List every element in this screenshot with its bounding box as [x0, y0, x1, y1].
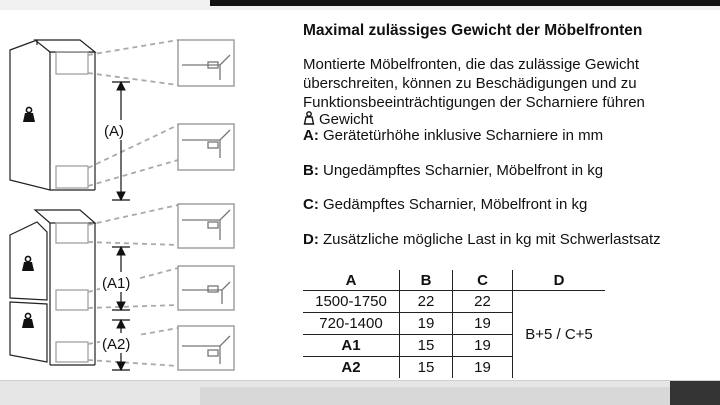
- hinge-diagram: [0, 10, 300, 380]
- dim-label-a: (A): [104, 123, 124, 140]
- hinge-box-top: [56, 52, 88, 74]
- table-cell-b: 22: [400, 291, 453, 313]
- bottom-edge-dark: [670, 381, 720, 405]
- top-edge-bar: [0, 0, 720, 10]
- hinge-detail-panels: [178, 40, 234, 370]
- legend-a: [303, 127, 603, 144]
- legend-d-key: D:: [303, 231, 319, 248]
- table-cell-b: 19: [400, 313, 453, 335]
- legend-d-text: Zusätzliche mögliche Last in kg mit Schwerlastsatz: [318, 231, 661, 248]
- legend-b-text: Ungedämpftes Scharnier, Möbelfront in kg: [318, 162, 604, 179]
- legend-a-text: Gerätetürhöhe inklusive Scharniere in mm: [318, 127, 604, 144]
- legend-weight-text: Gewicht: [319, 111, 374, 128]
- table-row: [303, 291, 605, 313]
- legend-weight: [303, 111, 373, 128]
- table-cell-c: 19: [453, 313, 513, 335]
- intro-paragraph: Montierte Möbelfronten, die das zulässige Gewicht überschreiten, können zu Beschädigungen und zu Funktionsbeeinträchtigungen der Scharniere führen: [303, 56, 645, 111]
- weight-table: [303, 270, 605, 378]
- table-cell-d: B+5 / C+5: [513, 291, 606, 379]
- legend-b-key: B:: [303, 162, 319, 179]
- section-title: Maximal zulässiges Gewicht der Möbelfronten: [303, 22, 643, 39]
- table-header-d: D: [513, 270, 606, 291]
- weight-icon: [303, 111, 315, 125]
- table-header-c: C: [453, 270, 513, 291]
- table-cell-c: 19: [453, 335, 513, 357]
- legend-a-key: A:: [303, 127, 319, 144]
- legend-b: [303, 162, 603, 179]
- table-cell-c: 22: [453, 291, 513, 313]
- table-cell-a: A1: [303, 335, 400, 357]
- single-door-appliance: [10, 40, 95, 190]
- legend-d: [303, 231, 661, 248]
- table-cell-b: 15: [400, 335, 453, 357]
- table-cell-a: 1500-1750: [315, 293, 387, 310]
- hinge-box-a1-bottom: [56, 290, 88, 310]
- dim-label-a2: (A2): [102, 336, 131, 353]
- legend-c: [303, 196, 587, 213]
- table-cell-a: 720-1400: [303, 313, 400, 335]
- table-cell-a: A2: [303, 357, 400, 379]
- dim-label-a1: (A1): [102, 275, 131, 292]
- bottom-edge-bar: [0, 380, 720, 405]
- table-header-a: A: [303, 270, 400, 291]
- table-cell-b: 15: [400, 357, 453, 379]
- hinge-box-a1-top: [56, 223, 88, 243]
- table-cell-c: 19: [453, 357, 513, 379]
- legend-c-text: Gedämpftes Scharnier, Möbelfront in kg: [318, 196, 588, 213]
- hinge-box-a2: [56, 342, 88, 362]
- table-header-b: B: [400, 270, 453, 291]
- top-edge-dark: [210, 0, 720, 6]
- hinge-box-bottom: [56, 166, 88, 188]
- bottom-edge-shade: [200, 387, 720, 405]
- legend-c-key: C:: [303, 196, 319, 213]
